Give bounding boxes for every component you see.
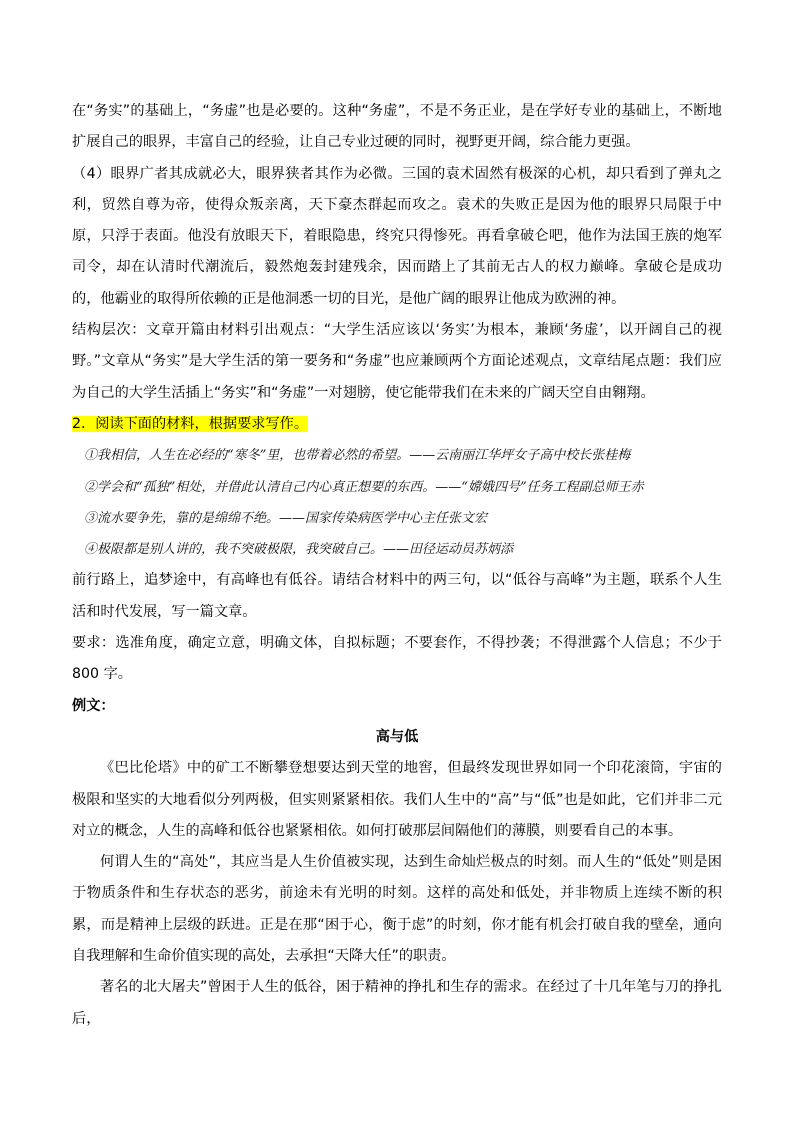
example-paragraph-1: 《巴比伦塔》中的矿工不断攀登想要达到天堂的地窖，但最终发现世界如同一个印花滚筒，宇宙的极限和坚实的大地看似分列两极，但实则紧紧相依。我们人生中的“高”与“低”也是如此，它们并非二元对立的概念，人生的高峰和低谷也紧紧相依。如何打破那层间隔他们的薄膜，则要看自己的本事。 — [72, 760, 722, 839]
task-heading-text: 2．阅读下面的材料，根据要求写作。 — [72, 415, 309, 432]
structure-analysis: 结构层次：文章开篇由材料引出观点：“大学生活应该以‘务实’为根本，兼顾‘务虚’，以开阔自己的视野。”文章从“务实”是大学生活的第一要务和“务虚”也应兼顾两个方面论述观点，文章结尾点题：我们应为自己的大学生活插上“务实”和“务虚”一对翅膀，使它能带我们在未来的广阔天空自由翱翔。 — [72, 322, 722, 401]
task-heading — [72, 409, 722, 440]
passage-paragraph-1: 在“务实”的基础上，“务虚”也是必要的。这种“务虚”，不是不务正业，是在学好专业的基础上，不断地扩展自己的眼界，丰富自己的经验，让自己专业过硬的同时，视野更开阔，综合能力更强。 — [72, 103, 722, 151]
example-paragraph-2: 何谓人生的“高处”，其应当是人生价值被实现，达到生命灿烂极点的时刻。而人生的“低处”则是困于物质条件和生存状态的恶劣，前途未有光明的时刻。这样的高处和低处，并非物质上连续不断的积累，而是精神上层级的跃进。正是在那“困于心，衡于虑”的时刻，你才能有机会打破自我的壁垒，通向自我理解和生命价值实现的高处，去承担“天降大任”的职责。 — [72, 854, 722, 965]
document-page — [72, 96, 722, 1035]
material-quote-4: ④极限都是别人讲的，我不突破极限，我突破自己。——田径运动员苏炳添 — [84, 542, 514, 558]
example-title: 高与低 — [375, 728, 419, 745]
writing-prompt: 前行路上，追梦途中，有高峰也有低谷。请结合材料中的两三句，以“低谷与高峰”为主题，联系个人生活和时代发展，写一篇文章。 — [72, 572, 722, 620]
passage-paragraph-2: （4）眼界广者其成就必大，眼界狭者其作为必微。三国的袁术固然有极深的心机，却只看到了弹丸之利，贸然自尊为帝，使得众叛亲离，天下豪杰群起而攻之。袁术的失败正是因为他的眼界只局限于中原，只浮于表面。他没有放眼天下，着眼隐患，终究只得惨死。再看拿破仑吧，他作为法国王族的炮军司令，却在认清时代潮流后，毅然炮轰封建残余，因而踏上了其前无古人的权力巅峰。拿破仑是成功的，他霸业的取得所依赖的正是他洞悉一切的目光，是他广阔的眼界让他成为欧洲的神。 — [72, 165, 722, 307]
writing-requirements: 要求：选准角度，确定立意，明确文体，自拟标题；不要套作，不得抄袭；不得泄露个人信息；不少于 800 字。 — [72, 635, 722, 683]
material-quote-1: ①我相信，人生在必经的“寒冬”里，也带着必然的希望。——云南丽江华坪女子高中校长张桂梅 — [84, 448, 631, 464]
example-paragraph-3: 著名的北大屠夫”曾困于人生的低谷，困于精神的挣扎和生存的需求。在经过了十几年笔与刀的挣扎后， — [72, 979, 722, 1027]
material-quote-3: ③流水要争先，靠的是绵绵不绝。——国家传染病医学中心主任张文宏 — [84, 510, 488, 526]
material-quote-2: ②学会和“孤独”相处，并借此认清自己内心真正想要的东西。——“嫦娥四号”任务工程副总师王赤 — [84, 479, 644, 495]
example-label: 例文： — [72, 697, 115, 714]
